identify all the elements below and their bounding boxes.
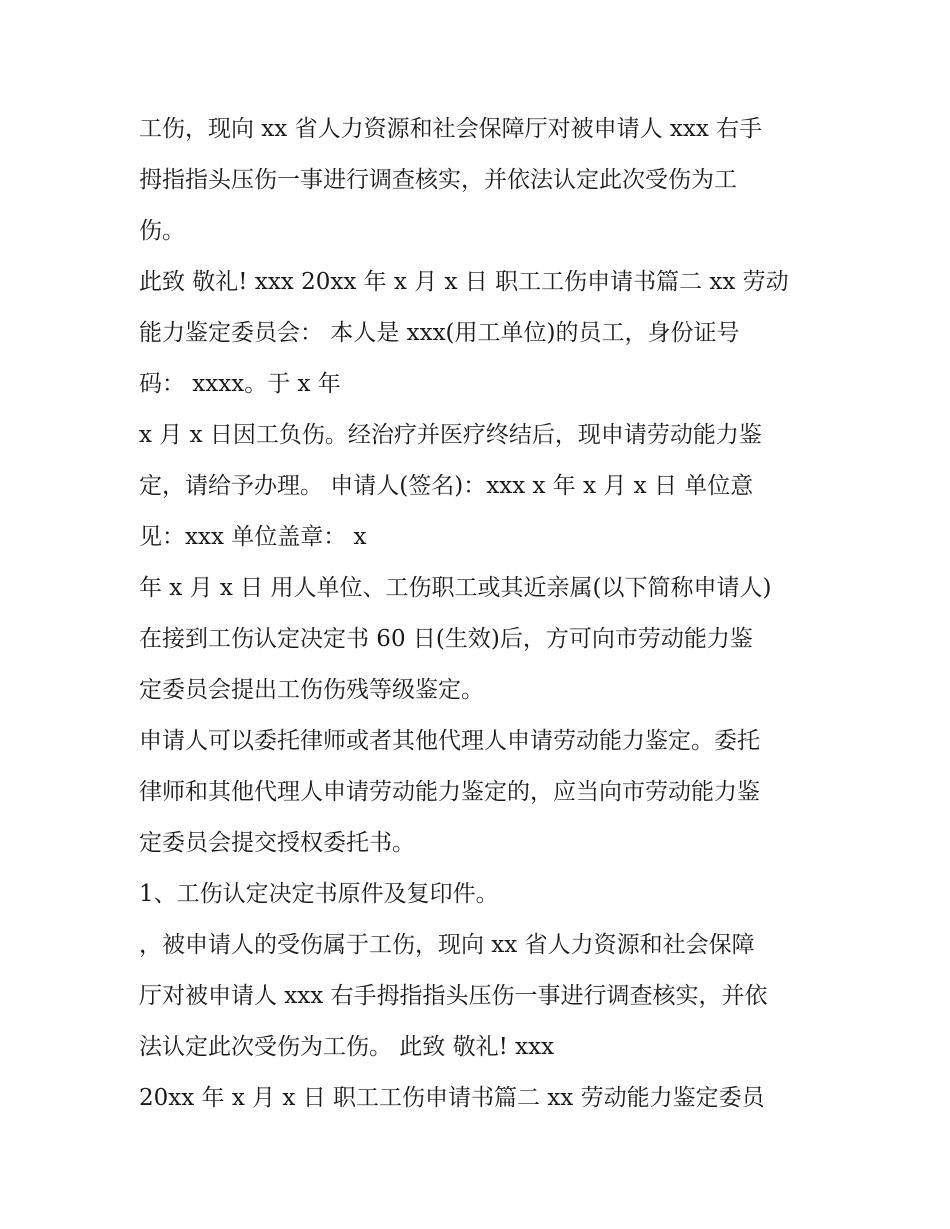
text-line: 拇指指头压伤一事进行调查核实，并依法认定此次受伤为工 [139,167,737,193]
text-line: 法认定此次受伤为工伤。 此致 敬礼! xxx [139,1034,555,1060]
text-line: 定，请给予办理。 申请人(签名)：xxx x 年 x 月 x 日 单位意 [139,473,754,499]
text-line: 年 x 月 x 日 用人单位、工伤职工或其近亲属(以下简称申请人) [139,575,772,601]
text-line: 厅对被申请人 xxx 右手拇指指头压伤一事进行调查核实，并依 [139,983,768,1009]
text-line: ，被申请人的受伤属于工伤，现向 xx 省人力资源和社会保障 [139,932,755,958]
text-line: 在接到工伤认定决定书 60 日(生效)后，方可向市劳动能力鉴 [139,626,753,652]
text-line: x 月 x 日因工负伤。经治疗并医疗终结后，现申请劳动能力鉴 [139,422,762,448]
text-line: 定委员会提交授权委托书。 [139,830,415,856]
text-line: 申请人可以委托律师或者其他代理人申请劳动能力鉴定。委托 [139,728,760,754]
text-line: 工伤，现向 xx 省人力资源和社会保障厅对被申请人 xxx 右手 [139,116,763,142]
text-line: 能力鉴定委员会： 本人是 xxx(用工单位)的员工，身份证号 [139,320,740,346]
text-line: 伤。 [139,218,185,244]
text-line: 定委员会提出工伤伤残等级鉴定。 [139,677,484,703]
text-line: 1、工伤认定决定书原件及复印件。 [139,881,499,907]
text-line: 律师和其他代理人申请劳动能力鉴定的，应当向市劳动能力鉴 [139,779,760,805]
text-line: 20xx 年 x 月 x 日 职工工伤申请书篇二 xx 劳动能力鉴定委员 [139,1085,765,1111]
text-line: 码： xxxx。于 x 年 [139,371,341,397]
text-line: 见：xxx 单位盖章： x [139,524,367,550]
document-body [139,104,839,1124]
text-line: 此致 敬礼! xxx 20xx 年 x 月 x 日 职工工伤申请书篇二 xx 劳动 [139,269,789,295]
